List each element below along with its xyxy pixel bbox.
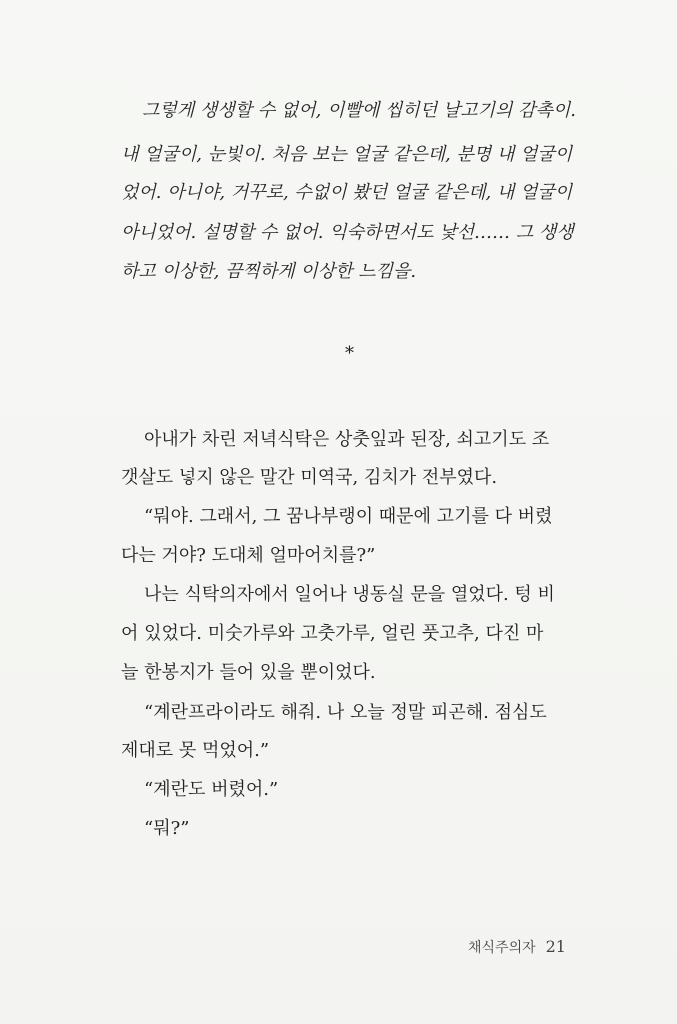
italic-line: 그렇게 생생할 수 없어, 이빨에 씹히던 날고기의 감촉이. — [142, 100, 577, 121]
body-line: “뭐?” — [144, 818, 190, 839]
body-line: “계란프라이라도 해줘. 나 오늘 정말 피곤해. 점심도 — [144, 702, 547, 723]
page-footer — [468, 937, 566, 958]
page-number: 21 — [545, 937, 566, 956]
body-line: 갯살도 넣지 않은 말간 미역국, 김치가 전부였다. — [121, 467, 498, 488]
section-separator: * — [345, 343, 354, 364]
italic-line: 아니었어. 설명할 수 없어. 익숙하면서도 낯선…… 그 생생 — [121, 222, 574, 243]
running-title: 채식주의자 — [468, 940, 536, 956]
body-line: 늘 한봉지가 들어 있을 뿐이었다. — [121, 662, 376, 683]
italic-line: 내 얼굴이, 눈빛이. 처음 보는 얼굴 같은데, 분명 내 얼굴이 — [121, 144, 573, 165]
body-line: 어 있었다. 미숫가루와 고춧가루, 얼린 풋고추, 다진 마 — [121, 623, 544, 644]
body-line: 나는 식탁의자에서 일어나 냉동실 문을 열었다. 텅 비 — [144, 584, 555, 605]
body-line: 제대로 못 먹었어.” — [121, 740, 270, 761]
body-line: “뭐야. 그래서, 그 꿈나부랭이 때문에 고기를 다 버렸 — [144, 506, 553, 527]
italic-line: 었어. 아니야, 거꾸로, 수없이 봤던 얼굴 같은데, 내 얼굴이 — [121, 182, 573, 203]
body-line: 아내가 차린 저녁식탁은 상춧잎과 된장, 쇠고기도 조 — [144, 429, 550, 450]
body-line: “계란도 버렸어.” — [144, 779, 279, 800]
italic-line: 하고 이상한, 끔찍하게 이상한 느낌을. — [121, 261, 417, 282]
body-line: 다는 거야? 도대체 얼마어치를?” — [121, 545, 376, 566]
